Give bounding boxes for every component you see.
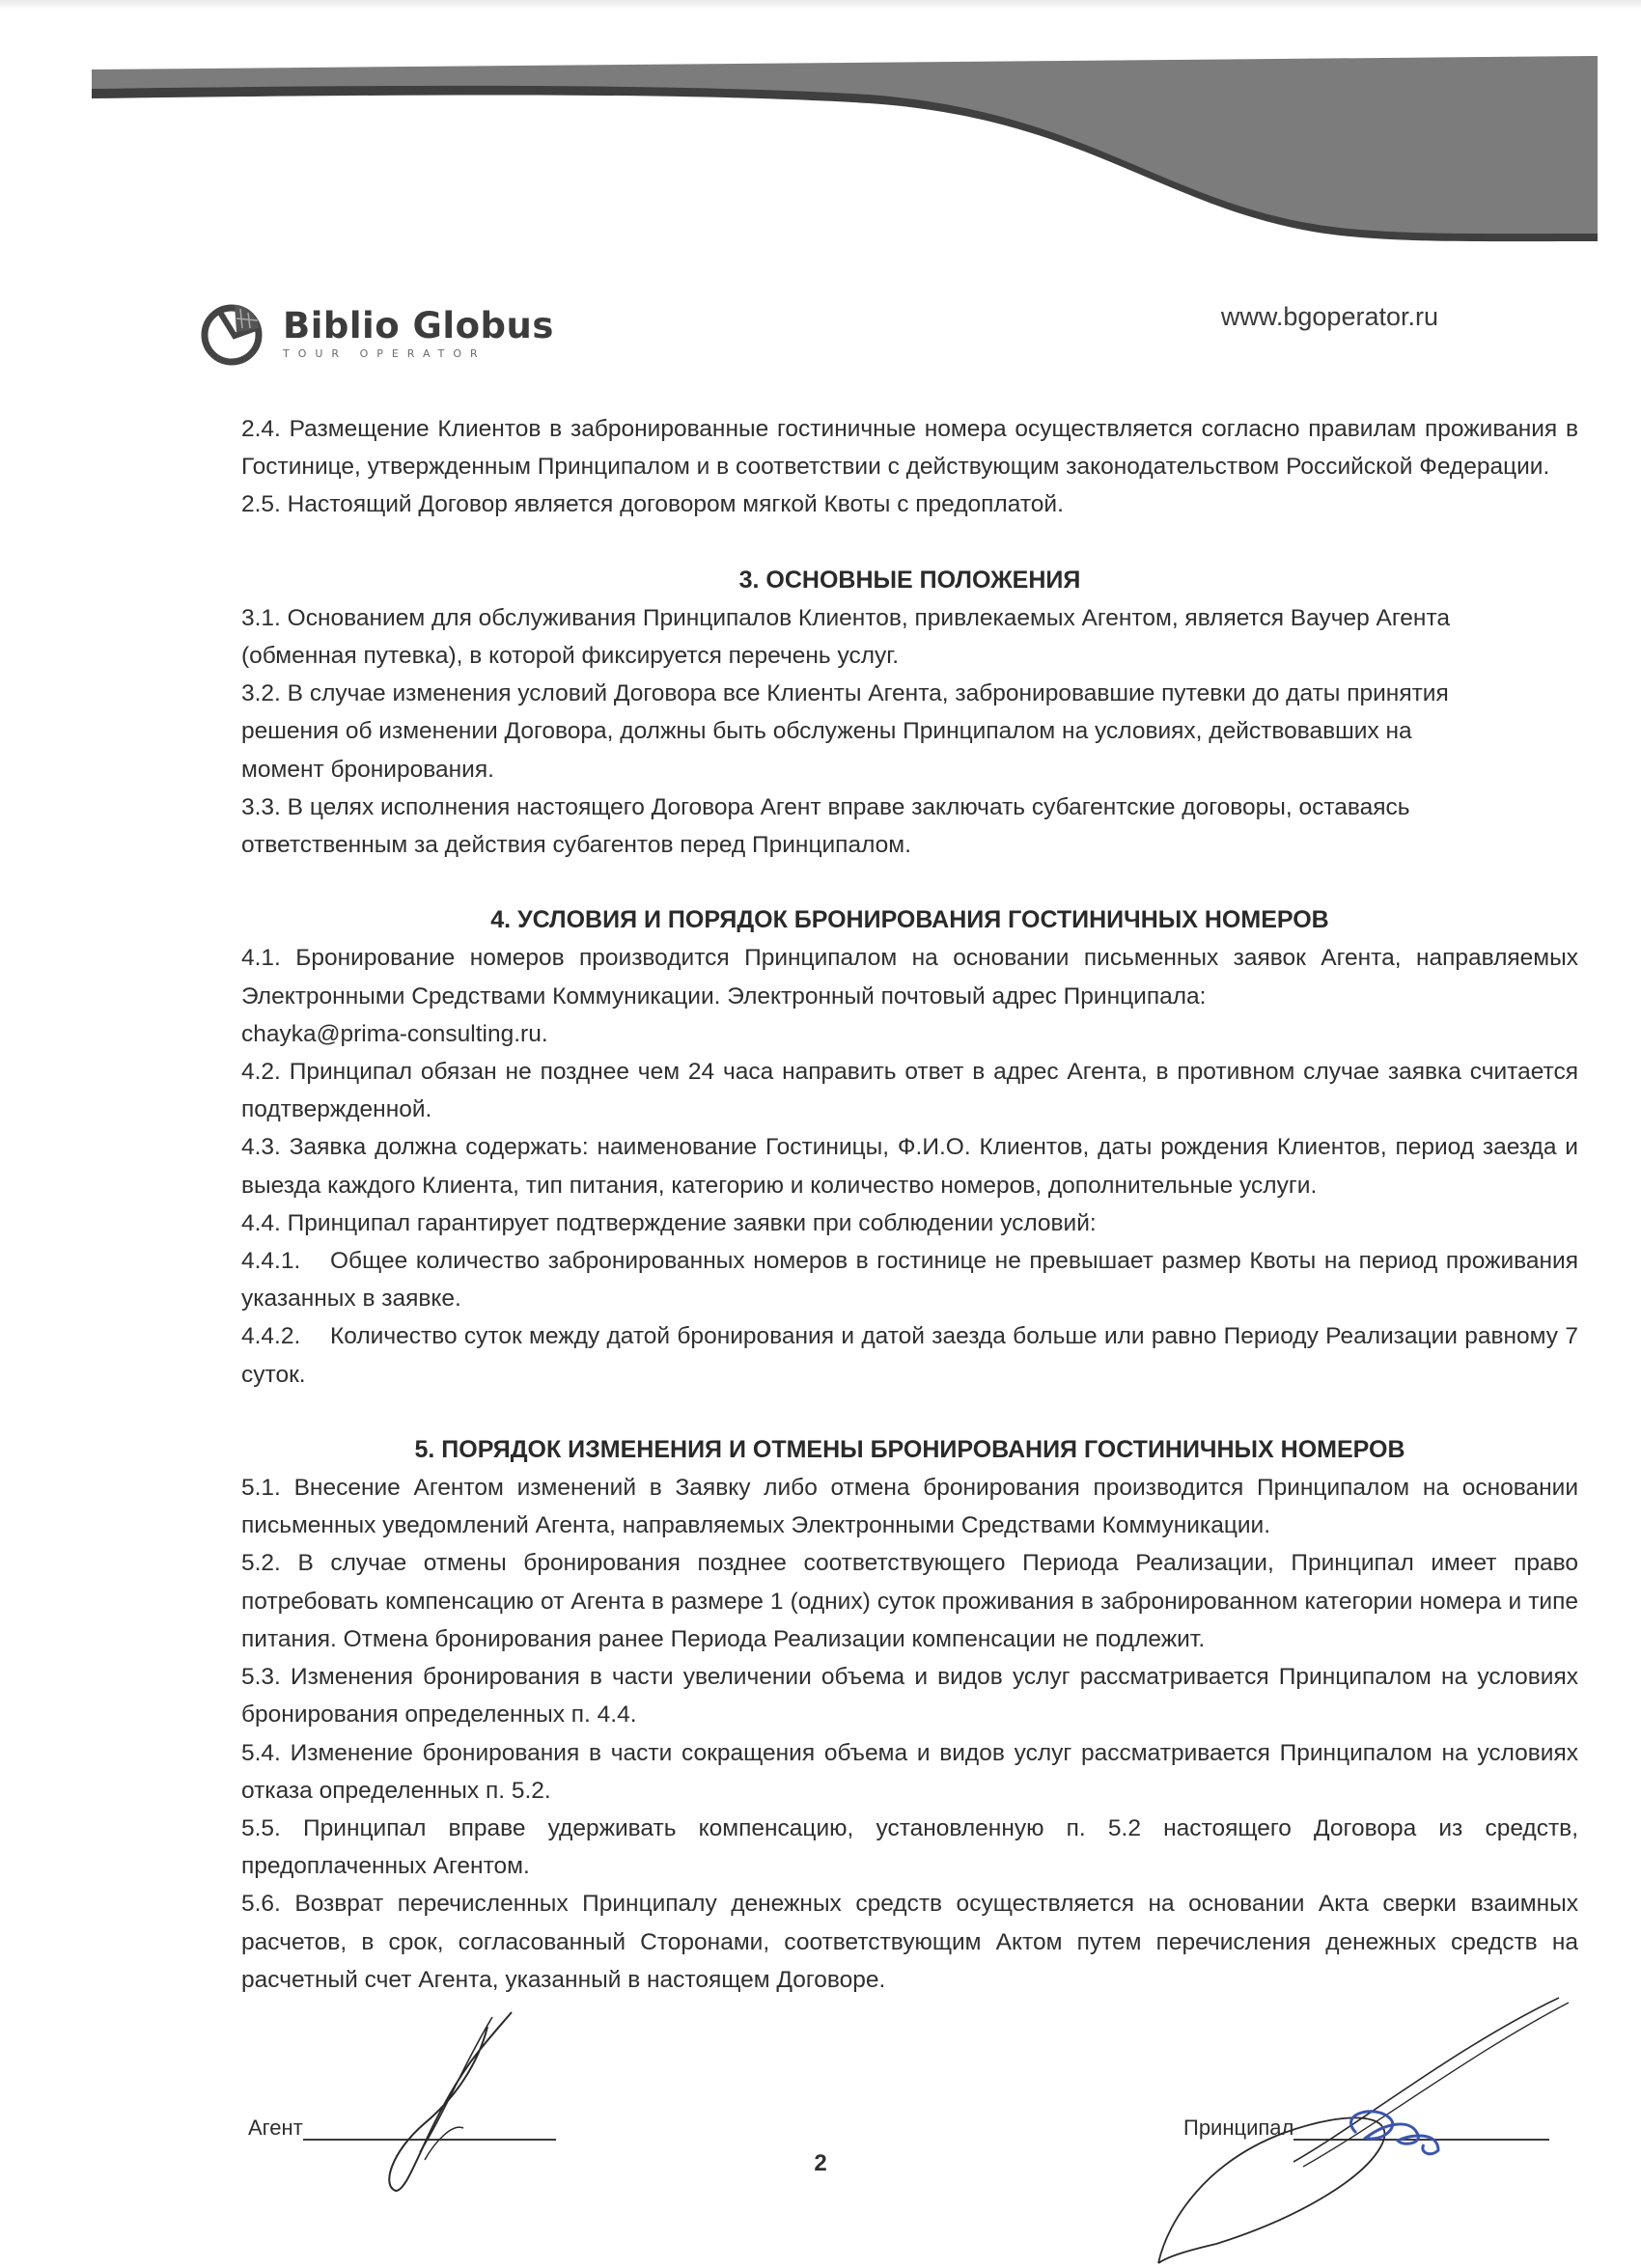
- principal-signature-line: [1293, 2114, 1549, 2141]
- clause-5-3: 5.3. Изменения бронирования в части увеличении объема и видов услуг рассматривается Принципалом на условиях бронирования определенных п. 4.4.: [241, 1664, 1578, 1729]
- website-url[interactable]: www.bgoperator.ru: [1220, 302, 1438, 331]
- section-5-title: 5. ПОРЯДОК ИЗМЕНЕНИЯ И ОТМЕНЫ БРОНИРОВАНИЯ ГОСТИНИЧНЫХ НОМЕРОВ: [414, 1435, 1405, 1463]
- principal-signature-field[interactable]: [1183, 2114, 1549, 2141]
- globe-logo-icon: [198, 299, 265, 367]
- agent-signature-field[interactable]: [248, 2114, 556, 2141]
- page-number: 2: [814, 2150, 827, 2176]
- section-4-title: 4. УСЛОВИЯ И ПОРЯДОК БРОНИРОВАНИЯ ГОСТИНИЧНЫХ НОМЕРОВ: [490, 906, 1329, 934]
- principal-label: Принципал: [1183, 2116, 1294, 2140]
- clause-5-5: 5.5. Принципал вправе удерживать компенсацию, установленную п. 5.2 настоящего Договора из средств, предоплаченных Агентом.: [241, 1814, 1578, 1880]
- section-3-title: 3. ОСНОВНЫЕ ПОЛОЖЕНИЯ: [738, 566, 1081, 594]
- clause-4-4-2-number: 4.4.2.: [241, 1323, 301, 1350]
- clause-4-4-1: [241, 1242, 1578, 1317]
- clause-4-4-2-text: Количество суток между датой бронирования и датой заезда больше или равно Периоду Реализации равному 7 суток.: [241, 1323, 1578, 1388]
- clause-2-5: 2.5. Настоящий Договор является договором мягкой Квоты с предоплатой.: [241, 491, 1064, 518]
- clause-5-2: 5.2. В случае отмены бронирования позднее соответствующего Периода Реализации, Принципал имеет право потребовать компенсацию от Агента в размере 1 (одних) суток проживания в забронированном категории номера и типе питания. Отмена бронирования ранее Периода Реализации компенсации не подлежит.: [241, 1550, 1578, 1652]
- clause-5-4: 5.4. Изменение бронирования в части сокращения объема и видов услуг рассматривается Принципалом на условиях отказа определенных п. 5.2.: [241, 1739, 1578, 1804]
- header-decorative-band: [0, 0, 1641, 270]
- clause-3-2: 3.2. В случае изменения условий Договора все Клиенты Агента, забронировавшие путевки до даты принятия решения об изменении Договора, должны быть обслужены Принципалом на условиях, действовавших на момент бронирования.: [241, 680, 1449, 783]
- company-logo: [198, 290, 554, 376]
- clause-4-4-2: [241, 1317, 1578, 1393]
- clause-5-1: 5.1. Внесение Агентом изменений в Заявку либо отмена бронирования производится Принципалом на основании письменных уведомлений Агента, направляемых Электронными Средствами Коммуникации.: [241, 1475, 1578, 1539]
- clause-4-2: 4.2. Принципал обязан не позднее чем 24 часа направить ответ в адрес Агента, в противном случае заявка считается подтвержденной.: [241, 1059, 1578, 1123]
- clause-3-3: 3.3. В целях исполнения настоящего Договора Агент вправе заключать субагентские договоры, оставаясь ответственным за действия субагентов перед Принципалом.: [241, 793, 1410, 859]
- clause-5-6: 5.6. Возврат перечисленных Принципалу денежных средств осуществляется на основании Акта сверки взаимных расчетов, в срок, согласованный Сторонами, соответствующим Актом путем перечисления денежных средств на расчетный счет Агента, указанный в настоящем Договоре.: [241, 1891, 1578, 1993]
- clause-4-4-1-number: 4.4.1.: [241, 1248, 301, 1275]
- logo-name: Biblio Globus: [283, 304, 554, 346]
- agent-signature-line: [303, 2114, 556, 2141]
- clause-4-4-1-text: Общее количество забронированных номеров в гостинице не превышает размер Квоты на период проживания указанных в заявке.: [241, 1248, 1578, 1313]
- document-body: [241, 410, 1578, 1999]
- logo-subtitle: TOUR OPERATOR: [283, 346, 487, 360]
- clause-4-3: 4.3. Заявка должна содержать: наименование Гостиницы, Ф.И.О. Клиентов, даты рождения Клиентов, период заезда и выезда каждого Клиента, тип питания, категорию и количество номеров, дополнительные услуги.: [241, 1134, 1578, 1199]
- agent-label: Агент: [248, 2116, 303, 2140]
- clause-4-1-email[interactable]: chayka@prima-consulting.ru.: [241, 1020, 548, 1047]
- clause-3-1: 3.1. Основанием для обслуживания Принципалов Клиентов, привлекаемых Агентом, является Ваучер Агента (обменная путевка), в которой фиксируется перечень услуг.: [241, 604, 1451, 670]
- clause-4-4: 4.4. Принципал гарантирует подтверждение заявки при соблюдении условий:: [241, 1209, 1097, 1236]
- clause-4-1: 4.1. Бронирование номеров производится Принципалом на основании письменных заявок Агента, направляемых Электронными Средствами Коммуникации. Электронный почтовый адрес Принципала:: [241, 945, 1578, 1010]
- clause-2-4: 2.4. Размещение Клиентов в забронированные гостиничные номера осуществляется согласно правилам проживания в Гостинице, утвержденным Принципалом и в соответствии с действующим законодательством Российской Федерации.: [241, 416, 1578, 481]
